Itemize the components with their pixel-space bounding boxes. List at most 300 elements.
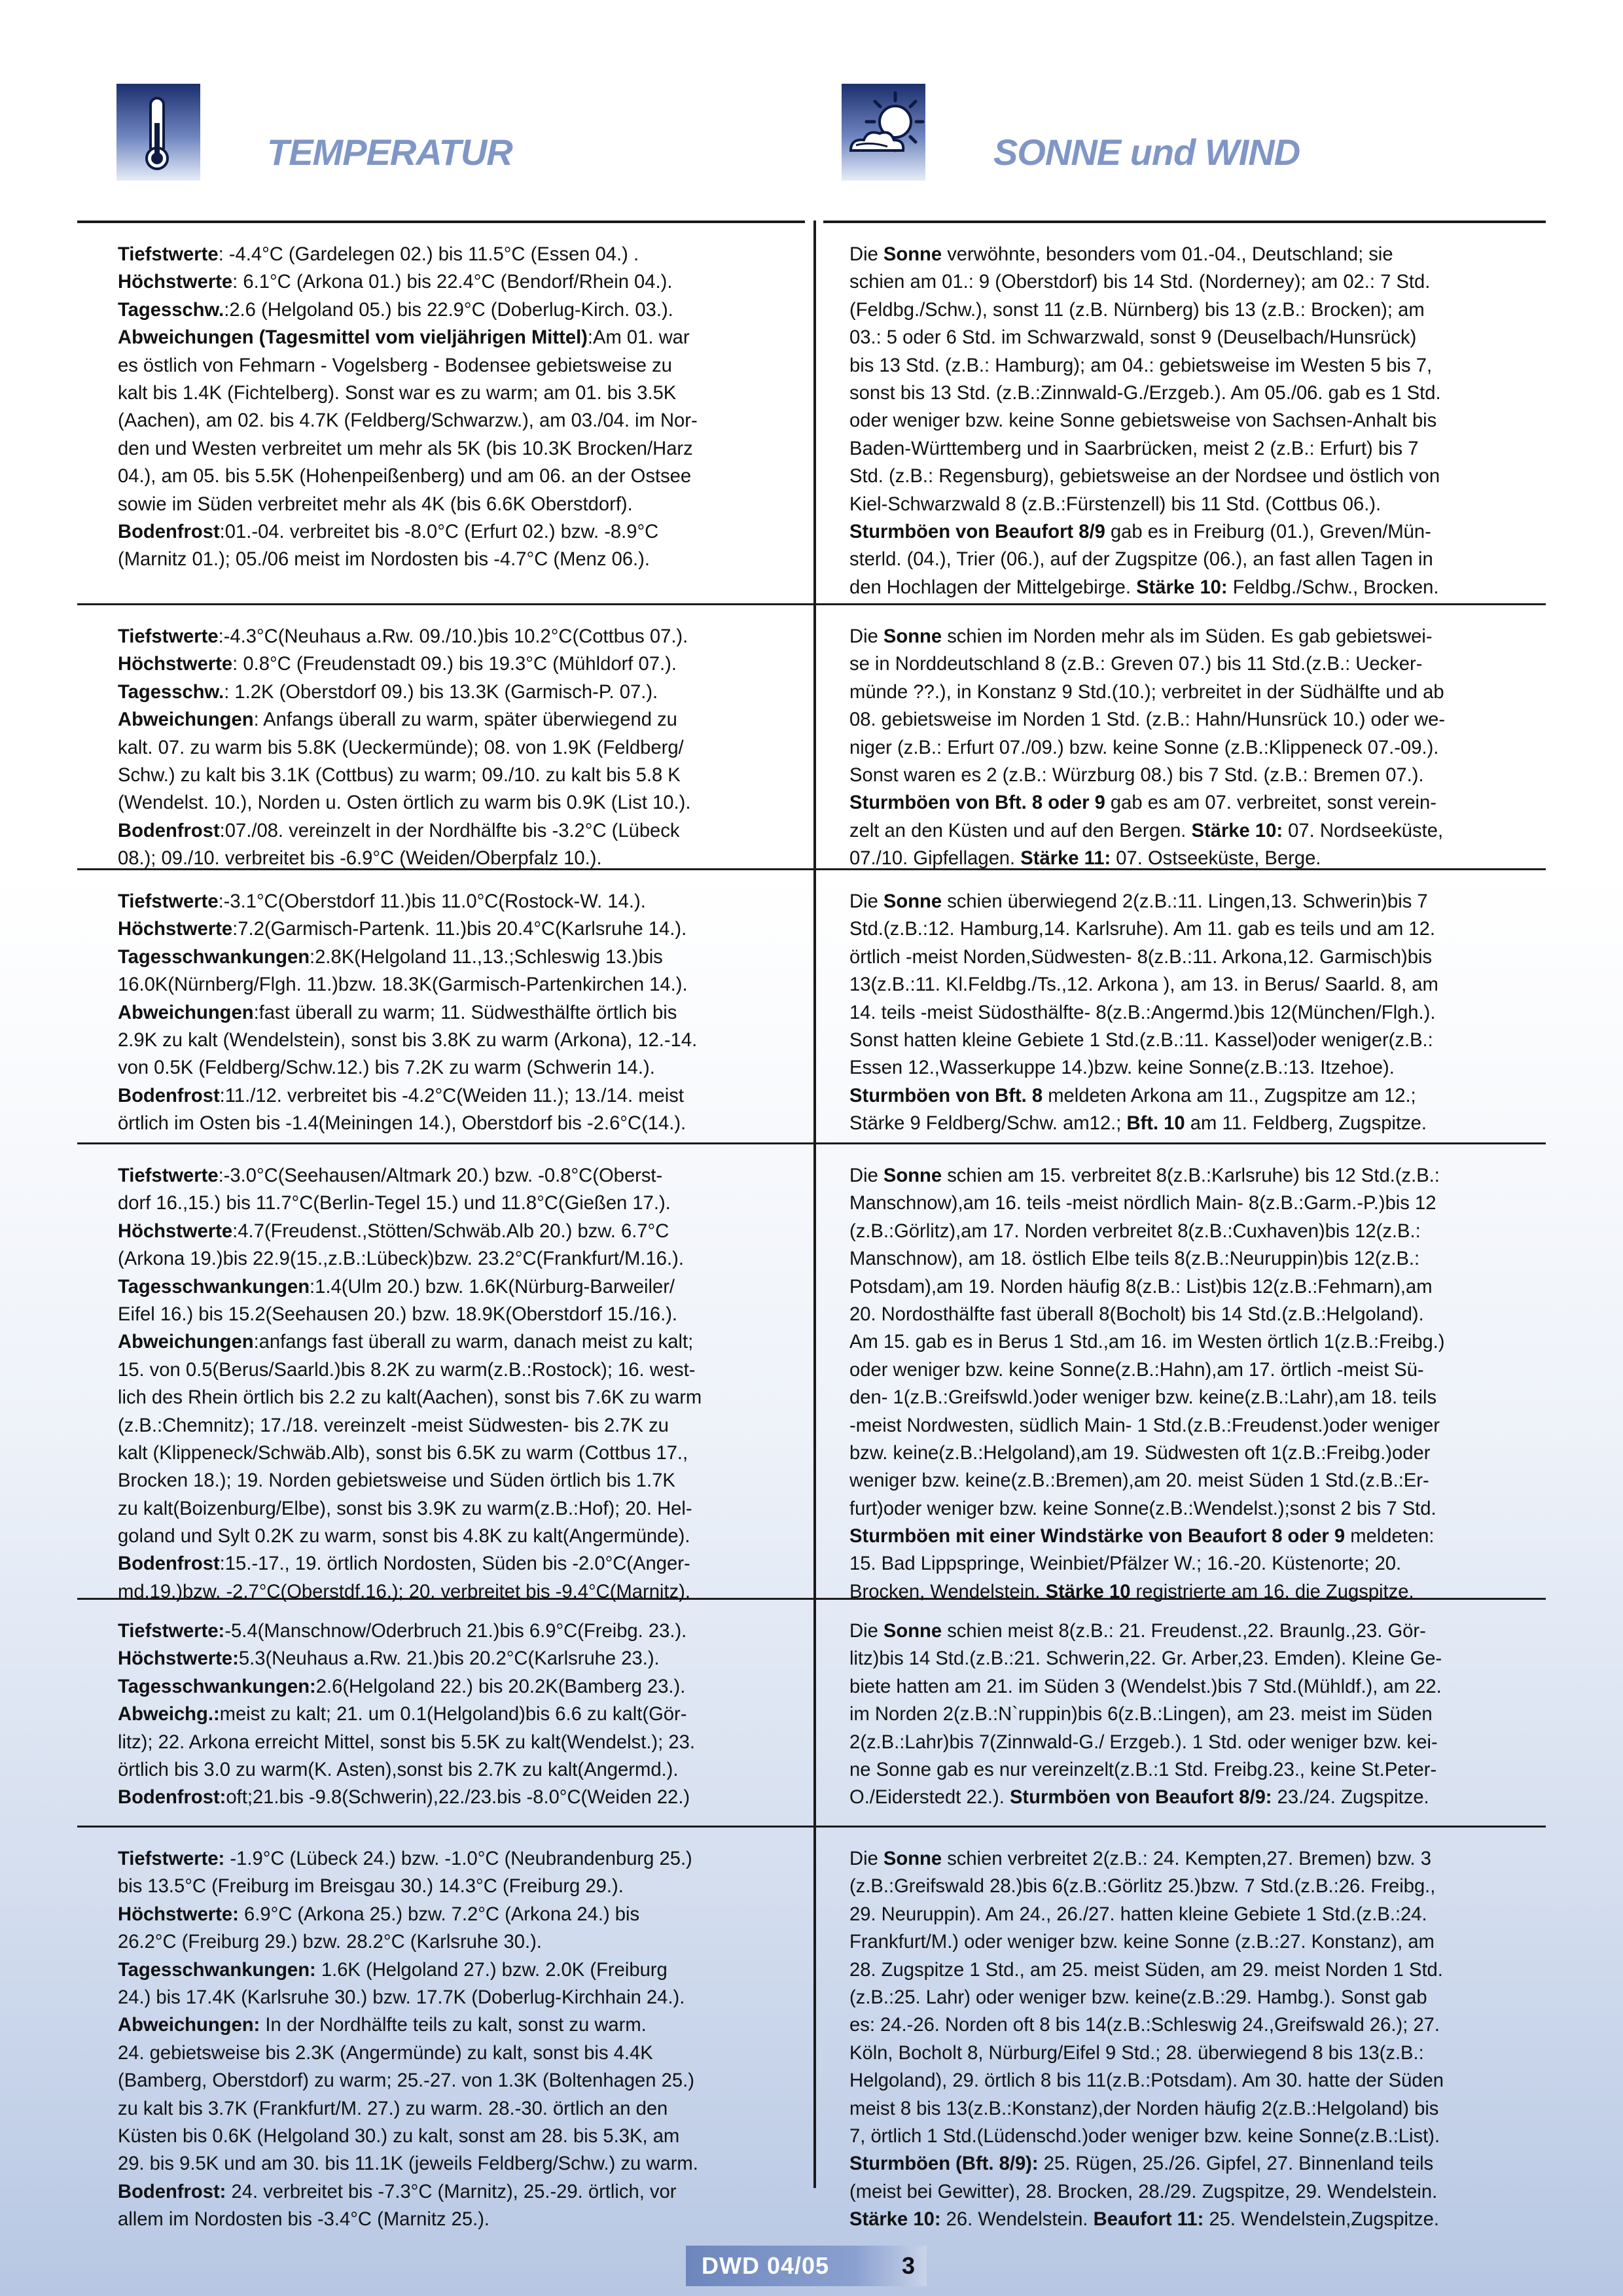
text-run: Baden-Württemberg und in Saarbrücken, meist 2 (z.B.: Erfurt) bis 7	[849, 438, 1419, 459]
header-rule-left	[77, 221, 805, 223]
text-run: oft;21.bis -9.8(Schwerin),22./23.bis -8.0°C(Weiden 22.)	[226, 1787, 690, 1809]
text-run: sowie im Süden verbreitet mehr als 4K (bis 6.6K Oberstdorf).	[118, 493, 633, 515]
text-line	[849, 679, 1445, 706]
text-run: allem im Nordosten bis -3.4°C (Marnitz 25.).	[118, 2209, 490, 2231]
text-run: Frankfurt/M.) oder weniger bzw. keine Sonne (z.B.:27. Konstanz), am	[849, 1932, 1435, 1953]
text-run: (Aachen), am 02. bis 4.7K (Feldberg/Schwarzw.), am 03./04. im Nor-	[118, 410, 698, 432]
text-run: lich des Rhein örtlich bis 2.2 zu kalt(Aachen), sonst bis 7.6K zu warm	[118, 1387, 702, 1409]
bold-term: Tagesschwankungen:	[118, 1676, 316, 1697]
text-run: Stärke 9 Feldberg/Schw. am12.;	[849, 1113, 1127, 1135]
text-run: Am 15. gab es in Berus 1 Std.,am 16. im Westen örtlich 1(z.B.:Freibg.)	[849, 1332, 1445, 1353]
text-run: Die	[849, 891, 883, 912]
text-line	[118, 650, 690, 678]
text-line	[849, 463, 1441, 490]
bold-term: Stärke 10:	[849, 2209, 941, 2231]
bold-term: Höchstwerte:	[118, 1903, 239, 1925]
text-run: 2(z.B.:Lahr)bis 7(Zinnwald-G./ Erzgeb.). 1 Std. oder weniger bzw. kei-	[849, 1731, 1438, 1753]
text-line	[849, 574, 1441, 601]
text-run: (z.B.:25. Lahr) oder weniger bzw. keine(z.B.:29. Hambg.). Sonst gab	[849, 1987, 1427, 2008]
text-run: :07./08. vereinzelt in der Nordhälfte bis -3.2°C (Lübeck	[219, 820, 680, 841]
text-run: von 0.5K (Feldberg/Schw.12.) bis 7.2K zu warm (Schwerin 14.).	[118, 1057, 655, 1079]
bold-term: Stärke 10:	[1191, 820, 1283, 841]
text-run: verwöhnte, besonders vom 01.-04., Deutschland; sie	[942, 244, 1393, 265]
text-line	[118, 1617, 695, 1645]
bold-term: Sturmböen von Beaufort 8/9	[849, 521, 1105, 542]
text-line	[849, 971, 1438, 998]
temperature-title: TEMPERATUR	[267, 132, 512, 173]
text-run: schien am 15. verbreitet 8(z.B.:Karlsruhe) bis 12 Std.(z.B.:	[942, 1165, 1440, 1186]
text-run: 7, örtlich 1 Std.(Lüdenschd.)oder weniger bzw. keine Sonne(z.B.:List).	[849, 2125, 1440, 2147]
bold-term: Stärke 10	[1045, 1581, 1131, 1602]
temperature-block	[118, 888, 697, 1138]
text-line	[118, 2150, 698, 2178]
text-run: Schw.) zu kalt bis 3.1K (Cottbus) zu warm; 09./10. zu kalt bis 5.8 K	[118, 764, 681, 786]
text-run: dorf 16.,15.) bis 11.7°C(Berlin-Tegel 15.) und 11.8°C(Gießen 17.).	[118, 1193, 671, 1214]
text-line	[849, 845, 1445, 872]
text-line	[118, 352, 698, 380]
text-line	[118, 1729, 695, 1756]
text-run: :-3.1°C(Oberstdorf 11.)bis 11.0°C(Rostock-W. 14.).	[218, 891, 646, 912]
text-run: schien im Norden mehr als im Süden. Es gab gebietswei-	[942, 626, 1433, 647]
text-run: (z.B.:Görlitz),am 17. Norden verbreitet 8(z.B.:Cuxhaven)bis 12(z.B.:	[849, 1220, 1421, 1242]
page-number: 3	[902, 2252, 916, 2279]
bold-term: Sturmböen (Bft. 8/9):	[849, 2153, 1039, 2175]
text-run: Feldbg./Schw., Brocken.	[1227, 576, 1439, 598]
text-line	[849, 1845, 1444, 1873]
text-run: 29. bis 9.5K und am 30. bis 11.1K (jeweils Feldberg/Schw.) zu warm.	[118, 2153, 698, 2175]
text-run: 29. Neuruppin). Am 24., 26./27. hatten kleine Gebiete 1 Std.(z.B.:24.	[849, 1903, 1427, 1925]
bold-term: Bodenfrost	[118, 521, 220, 542]
text-line	[118, 2011, 698, 2039]
text-run: ne Sonne gab es nur vereinzelt(z.B.:1 Std. Freibg.23., keine St.Peter-	[849, 1759, 1437, 1780]
text-run: bis 13 Std. (z.B.: Hamburg); am 04.: gebietsweise im Westen 5 bis 7,	[849, 355, 1433, 376]
text-line	[849, 944, 1438, 971]
text-line	[849, 1162, 1445, 1190]
text-run: -meist Nordwesten, südlich Main- 1 Std.(z.B.:Freudenst.)oder weniger	[849, 1415, 1440, 1436]
bold-term: Sturmböen mit einer Windstärke von Beaufort 8 oder 9	[849, 1526, 1346, 1547]
text-line	[849, 1412, 1445, 1439]
text-run: 2.6(Helgoland 22.) bis 20.2K(Bamberg 23.).	[315, 1676, 686, 1697]
text-run: Eifel 16.) bis 15.2(Seehausen 20.) bzw. 18.9K(Oberstdorf 15./16.).	[118, 1303, 678, 1325]
text-run: den- 1(z.B.:Greifswld.)oder weniger bzw. keine(z.B.:Lahr),am 18. teils	[849, 1387, 1437, 1409]
text-line	[118, 407, 698, 434]
bold-term: Tagesschwankungen	[118, 1276, 310, 1298]
text-line	[849, 734, 1445, 762]
sun-wind-block	[849, 623, 1445, 873]
sun-cloud-icon	[842, 84, 925, 181]
text-run: sonst bis 13 Std. (z.B.:Zinnwald-G./Erzgeb.). Am 05./06. gab es 1 Std.	[849, 382, 1441, 404]
bold-term: Bodenfrost	[118, 820, 220, 841]
bold-term: Tagesschw.	[118, 299, 224, 321]
text-line	[849, 888, 1438, 915]
text-run: 15. von 0.5(Berus/Saarld.)bis 8.2K zu warm(z.B.:Rostock); 16. west-	[118, 1359, 696, 1381]
text-line	[118, 1845, 698, 1873]
text-line	[118, 1956, 698, 1984]
text-run: Die	[849, 244, 883, 265]
text-run: Küsten bis 0.6K (Helgoland 30.) zu kalt, sonst am 28. bis 5.3K, am	[118, 2125, 680, 2147]
bold-term: Beaufort 11:	[1093, 2209, 1204, 2231]
text-line	[118, 1162, 702, 1190]
bold-term: Bodenfrost	[118, 1553, 220, 1575]
text-run: 23./24. Zugspitze.	[1272, 1787, 1429, 1809]
text-line	[849, 650, 1445, 678]
bold-term: Bodenfrost	[118, 1085, 220, 1106]
text-run: Sonst hatten kleine Gebiete 1 Std.(z.B.:11. Kassel)oder weniger(z.B.:	[849, 1029, 1433, 1051]
bold-term: Tagesschwankungen:	[118, 1959, 316, 1981]
text-run: 16.0K(Nürnberg/Flgh. 11.)bzw. 18.3K(Garmisch-Partenkirchen 14.).	[118, 974, 688, 996]
text-run: biete hatten am 21. im Süden 3 (Wendelst.)bis 7 Std.(Mühldf.), am 22.	[849, 1676, 1442, 1697]
text-run: sterld. (04.), Trier (06.), auf der Zugspitze (06.), an fast allen Tagen in	[849, 549, 1433, 571]
text-run: :-3.0°C(Seehausen/Altmark 20.) bzw. -0.8°C(Oberst-	[218, 1165, 663, 1186]
bold-term: Sturmböen von Bft. 8	[849, 1085, 1043, 1106]
bold-term: Tiefstwerte:	[118, 1848, 225, 1869]
text-run: örtlich bis 3.0 zu warm(K. Asten),sonst bis 2.7K zu kalt(Angermd.).	[118, 1759, 679, 1780]
text-run: es: 24.-26. Norden oft 8 bis 14(z.B.:Schleswig 24.,Greifswald 26.); 27.	[849, 2015, 1440, 2036]
text-run: schien meist 8(z.B.: 21. Freudenst.,22. Braunlg.,23. Gör-	[942, 1621, 1426, 1642]
text-line	[118, 762, 690, 789]
text-line	[849, 762, 1445, 789]
text-line	[118, 463, 698, 490]
text-line	[849, 1673, 1442, 1701]
text-line	[849, 623, 1445, 650]
text-run: 25. Wendelstein,Zugspitze.	[1204, 2209, 1439, 2231]
text-line	[849, 2178, 1444, 2206]
text-line	[849, 546, 1441, 573]
text-line	[849, 1273, 1445, 1301]
text-run: 6.9°C (Arkona 25.) bzw. 7.2°C (Arkona 24.) bis	[238, 1903, 640, 1925]
text-line	[849, 1729, 1442, 1756]
text-line	[118, 1110, 697, 1137]
text-run: (meist bei Gewitter), 28. Brocken, 28./29. Zugspitze, 29. Wendelstein.	[849, 2181, 1438, 2202]
text-line	[849, 1701, 1442, 1728]
text-run: Std. (z.B.: Regensburg), gebietsweise an der Nordsee und östlich von	[849, 466, 1440, 487]
text-run: Die	[849, 1165, 883, 1186]
text-line	[849, 407, 1441, 434]
temperature-block	[118, 623, 690, 873]
text-run: : 1.2K (Oberstdorf 09.) bis 13.3K (Garmisch-P. 07.).	[224, 681, 658, 703]
text-run: : 6.1°C (Arkona 01.) bis 22.4°C (Bendorf/Rhein 04.).	[232, 272, 673, 293]
text-run: 14. teils -meist Südosthälfte- 8(z.B.:Angermd.)bis 12(München/Flgh.).	[849, 1002, 1436, 1023]
text-run: meldeten Arkona am 11., Zugspitze am 12.;	[1043, 1085, 1416, 1106]
text-line	[118, 623, 690, 650]
bold-term: Abweichungen	[118, 1002, 254, 1023]
text-line	[849, 296, 1441, 324]
text-line	[118, 1928, 698, 1956]
text-run: furt)oder weniger bzw. keine Sonne(z.B.:Wendelst.);sonst 2 bis 7 Std.	[849, 1498, 1436, 1519]
text-run: :01.-04. verbreitet bis -8.0°C (Erfurt 02.) bzw. -8.9°C	[219, 521, 659, 542]
text-run: registrierte am 16. die Zugspitze.	[1130, 1581, 1414, 1602]
text-run: Die	[849, 1848, 883, 1869]
text-run: Die	[849, 1621, 883, 1642]
text-line	[118, 518, 698, 546]
text-line	[118, 1467, 702, 1494]
text-run: örtlich im Osten bis -1.4(Meiningen 14.), Oberstdorf bis -2.6°C(14.).	[118, 1113, 687, 1135]
text-run: 15. Bad Lippspringe, Weinbiet/Pfälzer W.; 16.-20. Küstenorte; 20.	[849, 1553, 1402, 1575]
text-run: es östlich von Fehmarn - Vogelsberg - Bodensee gebietsweise zu	[118, 355, 672, 376]
text-line	[849, 268, 1441, 296]
text-run: 03.: 5 oder 6 Std. im Schwarzwald, sonst 9 (Deuselbach/Hunsrück)	[849, 327, 1417, 349]
bold-term: Bodenfrost:	[118, 1787, 226, 1809]
text-run: niger (z.B.: Erfurt 07./09.) bzw. keine Sonne (z.B.:Klippeneck 07.-09.).	[849, 737, 1439, 758]
sun-wind-block	[849, 1162, 1445, 1606]
text-run: 28. Zugspitze 1 Std., am 25. meist Süden, am 29. meist Norden 1 Std.	[849, 1959, 1443, 1981]
bold-term: Höchstwerte	[118, 1220, 233, 1242]
text-line	[849, 380, 1441, 407]
bold-term: Bodenfrost:	[118, 2181, 226, 2202]
text-line	[118, 1550, 702, 1578]
text-run: :-4.3°C(Neuhaus a.Rw. 09./10.)bis 10.2°C(Cottbus 07.).	[218, 626, 688, 647]
text-run: örtlich -meist Norden,Südwesten- 8(z.B.:11. Arkona,12. Garmisch)bis	[849, 946, 1433, 968]
text-line	[849, 2123, 1444, 2150]
text-run: (z.B.:Greifswald 28.)bis 6(z.B.:Görlitz 25.)bzw. 7 Std.(z.B.:26. Freibg.,	[849, 1876, 1436, 1898]
text-run: zu kalt bis 3.7K (Frankfurt/M. 27.) zu warm. 28.-30. örtlich an den	[118, 2098, 668, 2119]
text-run: -1.9°C (Lübeck 24.) bzw. -1.0°C (Neubrandenburg 25.)	[224, 1848, 692, 1869]
text-line	[118, 546, 698, 573]
text-line	[118, 679, 690, 706]
bold-term: Höchstwerte	[118, 919, 233, 940]
bold-term: Sturmböen von Beaufort 8/9:	[1009, 1787, 1272, 1809]
text-run: :15.-17., 19. örtlich Nordosten, Süden bis -2.0°C(Anger-	[219, 1553, 690, 1575]
temperature-block	[118, 1617, 695, 1812]
text-run: :2.8K(Helgoland 11.,13.;Schleswig 13.)bis	[310, 946, 663, 968]
bold-term: Tiefstwerte	[118, 1165, 219, 1186]
text-run: 24. gebietsweise bis 2.3K (Angermünde) zu kalt, sonst bis 4.4K	[118, 2042, 653, 2064]
text-run: kalt. 07. zu warm bis 5.8K (Ueckermünde); 08. von 1.9K (Feldberg/	[118, 737, 684, 758]
text-line	[118, 845, 690, 872]
bold-term: Höchstwerte	[118, 272, 233, 293]
text-line	[118, 2206, 698, 2233]
text-line	[849, 435, 1441, 463]
text-line	[849, 518, 1441, 546]
bold-term: Stärke 10:	[1136, 576, 1228, 598]
text-run: den Hochlagen der Mittelgebirge.	[849, 576, 1137, 598]
text-run: 24.) bis 17.4K (Karlsruhe 30.) bzw. 17.7K (Doberlug-Kirchhain 24.).	[118, 1987, 685, 2008]
text-line	[849, 324, 1441, 351]
text-line	[118, 706, 690, 733]
text-line	[849, 1328, 1445, 1356]
text-run: Helgoland), 29. örtlich 8 bis 11(z.B.:Potsdam). Am 30. hatte der Süden	[849, 2070, 1444, 2092]
text-line	[118, 324, 698, 351]
text-run: :fast überall zu warm; 11. Südwesthälfte örtlich bis	[253, 1002, 677, 1023]
bold-term: Bft. 10	[1126, 1113, 1185, 1135]
bold-term: Abweichungen:	[118, 2015, 260, 2036]
text-line	[849, 1956, 1444, 1984]
text-line	[118, 1784, 695, 1811]
text-line	[118, 1645, 695, 1672]
text-run: md.19.)bzw. -2.7°C(Oberstdf.16.); 20. verbreitet bis -9.4°C(Marnitz).	[118, 1581, 690, 1602]
text-line	[849, 1756, 1442, 1784]
text-line	[118, 1218, 702, 1245]
text-run: schien verbreitet 2(z.B.: 24. Kempten,27. Bremen) bzw. 3	[942, 1848, 1431, 1869]
text-line	[118, 817, 690, 845]
text-run: In der Nordhälfte teils zu kalt, sonst zu warm.	[260, 2015, 647, 2036]
text-run: Die	[849, 626, 883, 647]
text-run: am 11. Feldberg, Zugspitze.	[1185, 1113, 1427, 1135]
text-line	[849, 491, 1441, 518]
text-run: 13(z.B.:11. Kl.Feldbg./Ts.,12. Arkona ), am 13. in Berus/ Saarld. 8, am	[849, 974, 1438, 996]
text-run: münde ??.), in Konstanz 9 Std.(10.); verbreitet in der Südhälfte und ab	[849, 681, 1444, 703]
text-line	[118, 1384, 702, 1411]
text-run: gab es in Freiburg (01.), Greven/Mün-	[1105, 521, 1431, 542]
bold-term: Stärke 11:	[1020, 848, 1111, 870]
text-run: meist zu kalt; 21. um 0.1(Helgoland)bis 6.6 zu kalt(Gör-	[219, 1704, 687, 1725]
bold-term: Höchstwerte	[118, 654, 233, 675]
text-line	[118, 1301, 702, 1328]
bold-term: Abweichg.:	[118, 1704, 220, 1725]
text-run: :11./12. verbreitet bis -4.2°C(Weiden 11.); 13./14. meist	[219, 1085, 684, 1106]
row-separator	[77, 1142, 1546, 1144]
text-run: -5.4(Manschnow/Oderbruch 21.)bis 6.9°C(Freibg. 23.).	[224, 1621, 687, 1642]
text-run: zu kalt(Boizenburg/Elbe), sonst bis 3.9K zu warm(z.B.:Hof); 20. Hel-	[118, 1498, 692, 1519]
footer-badge	[686, 2246, 927, 2286]
text-run: 04.), am 05. bis 5.5K (Hohenpeißenberg) und am 06. an der Ostsee	[118, 466, 692, 487]
text-line	[849, 2011, 1444, 2039]
temperature-block	[118, 1845, 698, 2233]
text-line	[849, 1245, 1445, 1273]
text-line	[118, 1082, 697, 1110]
bold-term: Tagesschwankungen	[118, 946, 310, 968]
text-run: : Anfangs überall zu warm, später überwiegend zu	[253, 709, 677, 731]
text-line	[849, 1873, 1444, 1900]
text-run: 24. verbreitet bis -7.3°C (Marnitz), 25.-29. örtlich, vor	[226, 2181, 677, 2202]
column-divider	[813, 221, 816, 2188]
text-line	[118, 999, 697, 1027]
temperature-block	[118, 241, 698, 574]
bold-term: Tiefstwerte	[118, 891, 219, 912]
text-line	[118, 1328, 702, 1356]
row-separator	[77, 1826, 1546, 1828]
text-run: : -4.4°C (Gardelegen 02.) bis 11.5°C (Essen 04.) .	[218, 244, 639, 265]
text-line	[849, 2067, 1444, 2094]
bold-term: Sonne	[883, 1848, 942, 1869]
text-run: goland und Sylt 0.2K zu warm, sonst bis 4.8K zu kalt(Angermünde).	[118, 1526, 690, 1547]
text-line	[849, 1550, 1445, 1578]
sun-wind-block	[849, 241, 1441, 601]
text-run: weniger bzw. keine(z.B.:Bremen),am 20. meist Süden 1 Std.(z.B.:Er-	[849, 1470, 1429, 1492]
sun-wind-block	[849, 888, 1438, 1138]
bold-term: Abweichungen (Tagesmittel vom vieljährigen Mittel)	[118, 327, 588, 349]
text-line	[118, 1027, 697, 1054]
text-run: Potsdam),am 19. Norden häufig 8(z.B.: List)bis 12(z.B.:Fehmarn),am	[849, 1276, 1433, 1298]
bold-term: Tiefstwerte	[118, 626, 219, 647]
text-line	[849, 1984, 1444, 2011]
text-line	[118, 1495, 702, 1523]
text-run: bzw. keine(z.B.:Helgoland),am 19. Südwesten oft 1(z.B.:Freibg.)oder	[849, 1442, 1431, 1464]
text-line	[849, 2206, 1444, 2233]
text-line	[849, 1523, 1445, 1550]
text-line	[849, 1301, 1445, 1328]
text-run: 08.); 09./10. verbreitet bis -6.9°C (Weiden/Oberpfalz 10.).	[118, 848, 602, 870]
text-run: gab es am 07. verbreitet, sonst verein-	[1105, 792, 1436, 814]
text-line	[849, 1082, 1438, 1110]
bold-term: Sonne	[883, 1165, 942, 1186]
text-line	[849, 1928, 1444, 1956]
text-run: :Am 01. war	[587, 327, 690, 349]
row-separator	[77, 603, 1546, 605]
text-line	[118, 2040, 698, 2067]
sun-wind-title: SONNE und WIND	[993, 132, 1300, 173]
text-run: O./Eiderstedt 22.).	[849, 1787, 1010, 1809]
text-run: :7.2(Garmisch-Partenk. 11.)bis 20.4°C(Karlsruhe 14.).	[232, 919, 687, 940]
text-line	[118, 789, 690, 817]
text-line	[849, 1467, 1445, 1494]
text-line	[118, 1673, 695, 1701]
text-run: :anfangs fast überall zu warm, danach meist zu kalt;	[253, 1332, 694, 1353]
text-line	[118, 1273, 702, 1301]
text-run: (Feldbg./Schw.), sonst 11 (z.B. Nürnberg) bis 13 (z.B.: Brocken); am	[849, 299, 1425, 321]
bold-term: Sturmböen von Bft. 8 oder 9	[849, 792, 1105, 814]
text-line	[849, 915, 1438, 943]
text-run: 2.9K zu kalt (Wendelstein), sonst bis 3.8K zu warm (Arkona), 12.-14.	[118, 1029, 698, 1051]
bold-term: Höchstwerte:	[118, 1648, 239, 1670]
text-line	[849, 1027, 1438, 1054]
text-line	[849, 1784, 1442, 1811]
text-run: 26. Wendelstein.	[940, 2209, 1094, 2231]
text-line	[118, 888, 697, 915]
text-run: 26.2°C (Freiburg 29.) bzw. 28.2°C (Karlsruhe 30.).	[118, 1932, 542, 1953]
text-line	[118, 1578, 702, 1606]
text-run: im Norden 2(z.B.:N`ruppin)bis 6(z.B.:Lingen), am 23. meist im Süden	[849, 1704, 1433, 1725]
text-run: (z.B.:Chemnitz); 17./18. vereinzelt -meist Südwesten- bis 2.7K zu	[118, 1415, 669, 1436]
text-run: Manschnow), am 18. östlich Elbe teils 8(z.B.:Neuruppin)bis 12(z.B.:	[849, 1248, 1420, 1270]
text-line	[118, 268, 698, 296]
footer-label: DWD 04/05	[702, 2252, 830, 2279]
sun-wind-block	[849, 1617, 1442, 1812]
text-line	[118, 380, 698, 407]
bold-term: Tiefstwerte:	[118, 1621, 225, 1642]
text-run: Std.(z.B.:12. Hamburg,14. Karlsruhe). Am 11. gab es teils und am 12.	[849, 919, 1435, 940]
text-run: bis 13.5°C (Freiburg im Breisgau 30.) 14.3°C (Freiburg 29.).	[118, 1876, 624, 1898]
temperature-block	[118, 1162, 702, 1606]
text-run: meldeten:	[1345, 1526, 1435, 1547]
bold-term: Sonne	[883, 891, 942, 912]
text-line	[118, 435, 698, 463]
text-line	[849, 1617, 1442, 1645]
text-run: :1.4(Ulm 20.) bzw. 1.6K(Nürburg-Barweiler/	[310, 1276, 675, 1298]
bold-term: Abweichungen	[118, 1332, 254, 1353]
text-run: schien am 01.: 9 (Oberstdorf) bis 14 Std. (Norderney); am 02.: 7 Std.	[849, 272, 1431, 293]
text-run: Brocken, Wendelstein.	[849, 1581, 1046, 1602]
text-line	[849, 1110, 1438, 1137]
text-line	[118, 1873, 698, 1900]
text-run: 25. Rügen, 25./26. Gipfel, 27. Binnenland teils	[1038, 2153, 1434, 2175]
text-line	[849, 1439, 1445, 1467]
text-run: meist 8 bis 13(z.B.:Konstanz),der Norden häufig 2(z.B.:Helgoland) bis	[849, 2098, 1439, 2119]
text-line	[118, 1523, 702, 1550]
text-run: Brocken 18.); 19. Norden gebietsweise und Süden örtlich bis 1.7K	[118, 1470, 675, 1492]
text-run: :4.7(Freudenst.,Stötten/Schwäb.Alb 20.) bzw. 6.7°C	[232, 1220, 669, 1242]
text-line	[118, 734, 690, 762]
text-line	[118, 241, 698, 268]
text-run: 07. Nordseeküste,	[1283, 820, 1444, 841]
text-line	[849, 1384, 1445, 1411]
text-line	[118, 944, 697, 971]
text-line	[118, 491, 698, 518]
thermometer-icon	[116, 84, 200, 181]
text-run: :2.6 (Helgoland 05.) bis 22.9°C (Doberlug-Kirch. 03.).	[224, 299, 673, 321]
text-line	[849, 1054, 1438, 1082]
sun-wind-block	[849, 1845, 1444, 2233]
bold-term: Abweichungen	[118, 709, 254, 731]
text-line	[118, 1245, 702, 1273]
text-run: oder weniger bzw. keine Sonne gebietsweise von Sachsen-Anhalt bis	[849, 410, 1437, 432]
text-run: (Bamberg, Oberstdorf) zu warm; 25.-27. von 1.3K (Boltenhagen 25.)	[118, 2070, 694, 2092]
text-run: (Marnitz 01.); 05./06 meist im Nordosten bis -4.7°C (Menz 06.).	[118, 549, 650, 571]
header-rule-right	[823, 221, 1546, 223]
bold-term: Tagesschw.	[118, 681, 224, 703]
text-run: 08. gebietsweise im Norden 1 Std. (z.B.: Hahn/Hunsrück 10.) oder we-	[849, 709, 1446, 731]
bold-term: Sonne	[883, 1621, 942, 1642]
